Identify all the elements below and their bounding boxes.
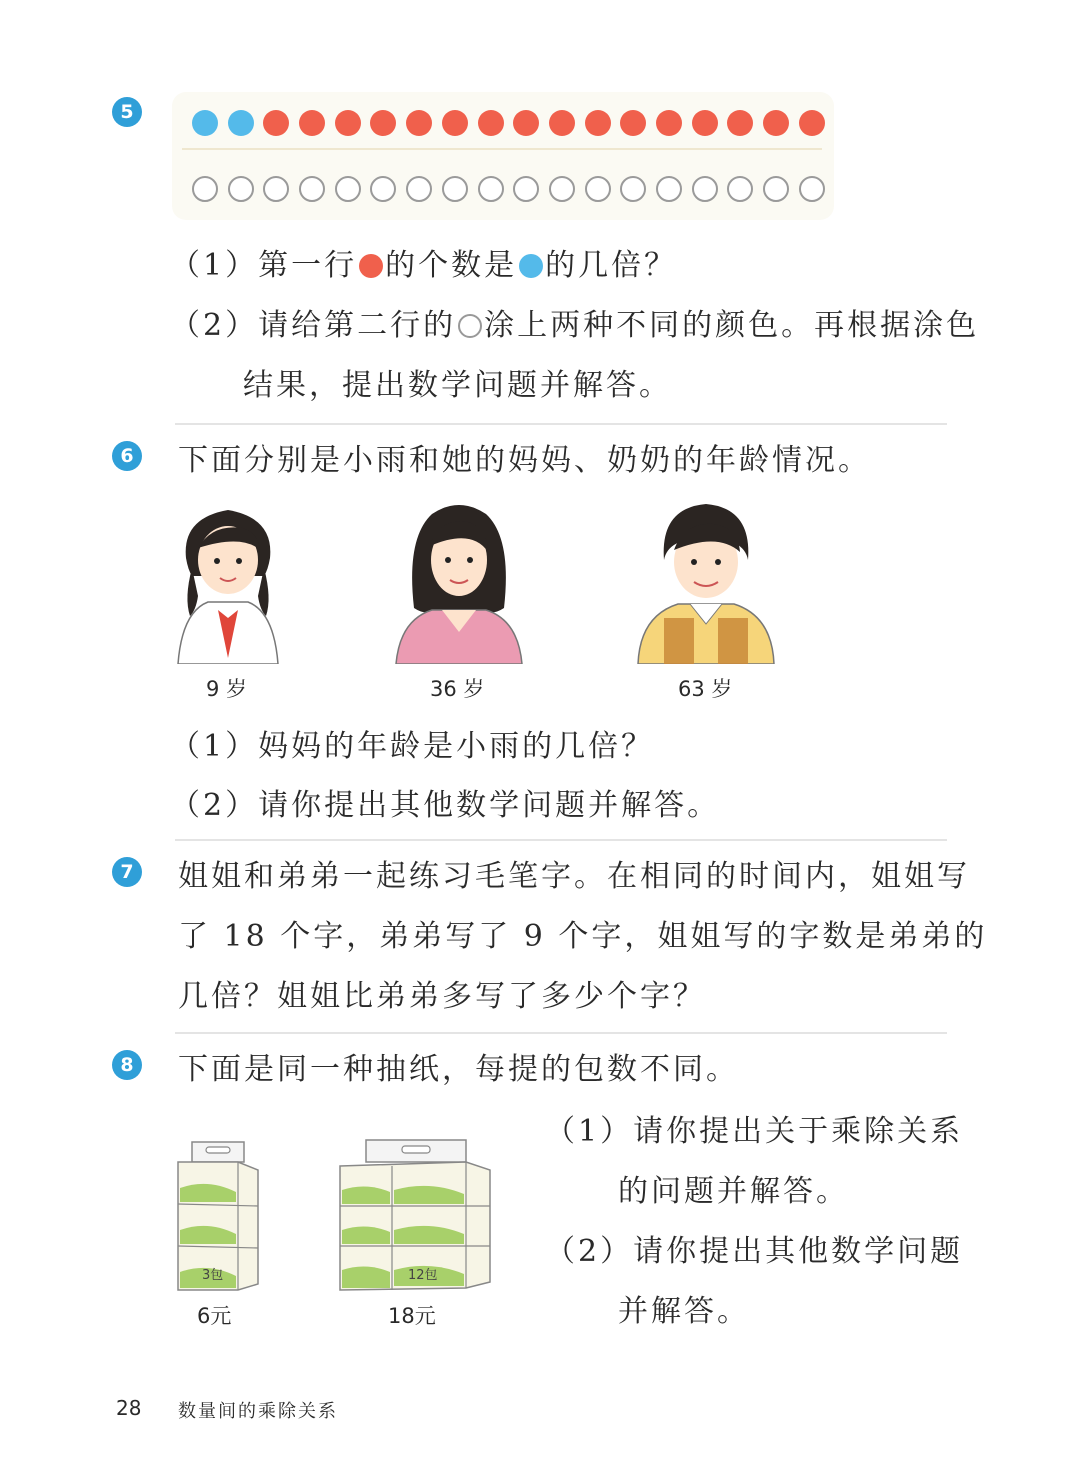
price-large: 18元: [388, 1304, 436, 1328]
red-dot: [335, 110, 361, 136]
empty-circle[interactable]: [549, 176, 575, 202]
separator: [175, 839, 947, 841]
dot-row-colored: [192, 110, 834, 136]
red-dot: [263, 110, 289, 136]
empty-circle[interactable]: [228, 176, 254, 202]
empty-circle[interactable]: [799, 176, 825, 202]
girl-illustration: [172, 498, 284, 664]
question-number-6: 6: [112, 441, 142, 471]
q6-part1: （1）妈妈的年龄是小雨的几倍？: [170, 729, 655, 764]
dot-row-empty: [192, 176, 834, 202]
blue-dot: [228, 110, 254, 136]
q8-part1-line1: （1）请你提出关于乘除关系: [545, 1114, 964, 1149]
red-dot: [406, 110, 432, 136]
red-dot: [799, 110, 825, 136]
grandmother-illustration: [634, 498, 778, 664]
separator: [175, 423, 947, 425]
q5-part1: [170, 240, 677, 284]
empty-circle[interactable]: [585, 176, 611, 202]
blue-dot-icon: [519, 254, 543, 278]
red-dot: [478, 110, 504, 136]
pack-small-label: 3包: [202, 1268, 224, 1283]
separator: [175, 1032, 947, 1034]
empty-circle[interactable]: [335, 176, 361, 202]
chapter-title: 数量间的乘除关系: [178, 1401, 338, 1422]
empty-circle[interactable]: [620, 176, 646, 202]
red-dot: [727, 110, 753, 136]
empty-circle[interactable]: [656, 176, 682, 202]
q5-part2: [170, 300, 979, 344]
empty-circle[interactable]: [442, 176, 468, 202]
red-dot: [763, 110, 789, 136]
empty-circle[interactable]: [263, 176, 289, 202]
page-number: 28: [116, 1396, 142, 1420]
empty-circle[interactable]: [763, 176, 789, 202]
empty-circle[interactable]: [406, 176, 432, 202]
q5-part1-text-a: （1）第一行: [170, 248, 358, 283]
q7-line2: 了 18 个字，弟弟写了 9 个字，姐姐写的字数是弟弟的: [178, 919, 988, 954]
dot-panel: [172, 92, 834, 220]
age-mother: 36 岁: [430, 677, 485, 701]
empty-circle[interactable]: [727, 176, 753, 202]
red-dot-icon: [359, 254, 383, 278]
question-number-5: 5: [112, 97, 142, 127]
q5-part1-text-c: 的几倍？: [545, 248, 678, 283]
red-dot: [370, 110, 396, 136]
q7-line3: 几倍？姐姐比弟弟多写了多少个字？: [178, 979, 706, 1014]
q5-part2-line2: 结果，提出数学问题并解答。: [243, 368, 672, 403]
empty-circle[interactable]: [692, 176, 718, 202]
q5-part2-text-a: （2）请给第二行的: [170, 308, 457, 343]
red-dot: [442, 110, 468, 136]
red-dot: [585, 110, 611, 136]
red-dot: [549, 110, 575, 136]
empty-circle[interactable]: [513, 176, 539, 202]
mother-illustration: [392, 498, 526, 664]
q8-part2-line2: 并解答。: [618, 1294, 750, 1329]
red-dot: [299, 110, 325, 136]
pack-large-label: 12包: [408, 1268, 438, 1283]
age-girl: 9 岁: [206, 677, 248, 701]
price-small: 6元: [197, 1304, 232, 1328]
q5-part2-text-b: 涂上两种不同的颜色。再根据涂色: [484, 308, 980, 343]
age-grandmother: 63 岁: [678, 677, 733, 701]
row-divider: [182, 148, 822, 150]
q7-line1: 姐姐和弟弟一起练习毛笔字。在相同的时间内，姐姐写: [178, 859, 970, 894]
q8-part1-line2: 的问题并解答。: [618, 1174, 849, 1209]
q8-intro: 下面是同一种抽纸，每提的包数不同。: [178, 1052, 739, 1087]
empty-circle[interactable]: [299, 176, 325, 202]
empty-circle[interactable]: [192, 176, 218, 202]
empty-circle-icon: [458, 314, 482, 338]
red-dot: [692, 110, 718, 136]
q5-part1-text-b: 的个数是: [385, 248, 518, 283]
q6-part2: （2）请你提出其他数学问题并解答。: [170, 788, 721, 823]
red-dot: [620, 110, 646, 136]
red-dot: [656, 110, 682, 136]
question-number-8: 8: [112, 1050, 142, 1080]
q6-intro: 下面分别是小雨和她的妈妈、奶奶的年龄情况。: [178, 443, 871, 478]
empty-circle[interactable]: [370, 176, 396, 202]
empty-circle[interactable]: [478, 176, 504, 202]
red-dot: [513, 110, 539, 136]
question-number-7: 7: [112, 857, 142, 887]
blue-dot: [192, 110, 218, 136]
q8-part2-line1: （2）请你提出其他数学问题: [545, 1234, 964, 1269]
